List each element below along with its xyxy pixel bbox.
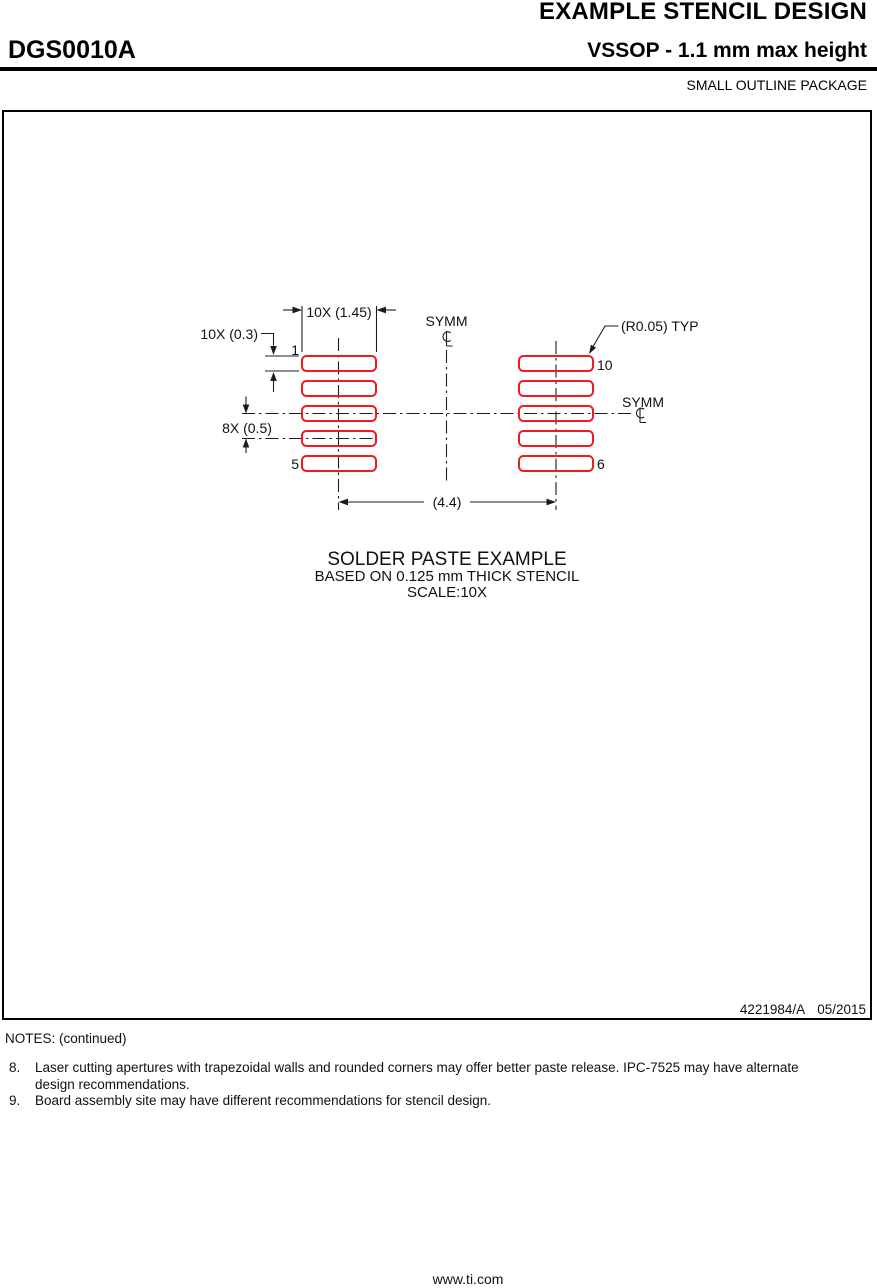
caption-scale: SCALE:10X: [406, 584, 488, 601]
note-text: Board assembly site may have different recommendations for stencil design.: [35, 1093, 491, 1108]
footer-url: www.ti.com: [432, 1271, 504, 1287]
package-description: VSSOP - 1.1 mm max height: [587, 39, 867, 62]
symm-right-label: SYMM: [622, 394, 664, 410]
drawing-number-block: [740, 1002, 866, 1017]
pin-number-10: 10: [597, 357, 613, 373]
figure-caption: [315, 551, 580, 601]
note-text: Laser cutting apertures with trapezoidal walls and rounded corners may offer better paste release. IPC-7525 may have alternate design recommendations.: [35, 1060, 799, 1092]
notes-list: [9, 1060, 867, 1110]
package-code: DGS0010A: [8, 36, 136, 64]
pin-number-5: 5: [291, 456, 299, 472]
pin-number-6: 6: [597, 456, 605, 472]
corner-radius-label: (R0.05) TYP: [621, 318, 699, 334]
page-title: EXAMPLE STENCIL DESIGN: [538, 0, 867, 25]
note-number: 8.: [9, 1060, 21, 1075]
note-item: [9, 1060, 867, 1093]
symm-top-label: SYMM: [425, 313, 468, 329]
note-item: [9, 1093, 867, 1110]
dim-span-label: (4.4): [432, 494, 462, 510]
dim-pad-height-label: 10X (0.3): [200, 326, 258, 342]
note-number: 9.: [9, 1093, 21, 1108]
package-family: SMALL OUTLINE PACKAGE: [686, 77, 867, 93]
header-divider: [0, 67, 877, 71]
pin-number-1: 1: [291, 342, 299, 358]
drawing-date: 05/2015: [817, 1002, 866, 1017]
note-gap: [27, 1060, 35, 1093]
dim-pad-width-label: 10X (1.45): [306, 304, 372, 320]
drawing-number: 4221984/A: [739, 1002, 806, 1017]
note-gap: [27, 1093, 35, 1110]
caption-stencil-note: BASED ON 0.125 mm THICK STENCIL: [314, 568, 580, 585]
caption-title: SOLDER PASTE EXAMPLE: [327, 549, 567, 570]
dim-pitch-label: 8X (0.5): [222, 420, 272, 436]
notes-heading: NOTES: (continued): [5, 1031, 127, 1046]
